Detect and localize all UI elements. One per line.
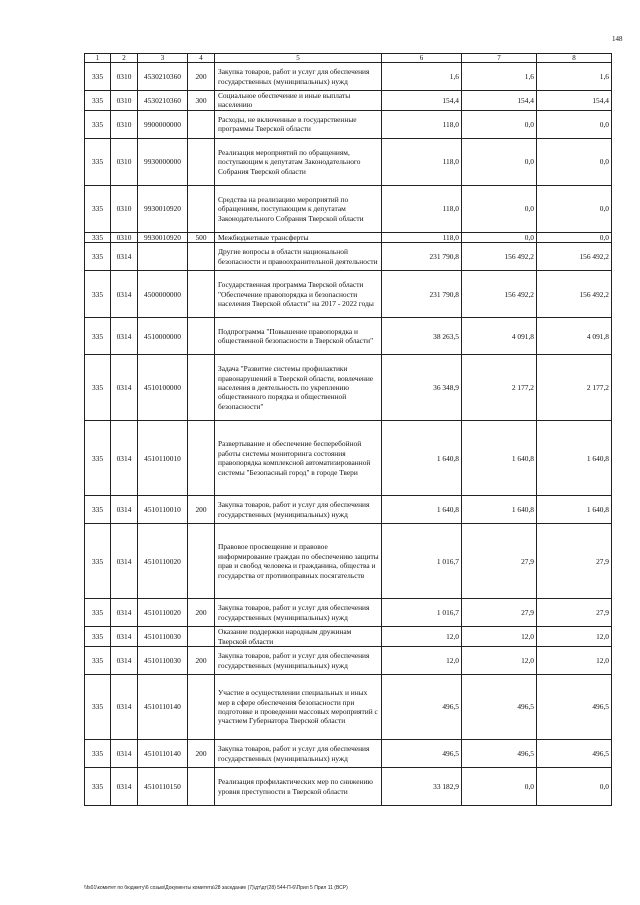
col-amount-2021-cell: 1,6 xyxy=(462,63,537,91)
table-row xyxy=(85,138,612,185)
col-description-cell: Реализация мероприятий по обращениям, поступающим к депутатам Законодательного Собрания Тверской области xyxy=(215,138,382,185)
col-section-cell: 0314 xyxy=(111,496,138,524)
col-amount-2021-cell: 2 177,2 xyxy=(462,355,537,421)
col-code-1-cell: 335 xyxy=(85,355,111,421)
col-code-1-cell: 335 xyxy=(85,768,111,806)
col-code-1-cell: 335 xyxy=(85,232,111,242)
table-row xyxy=(85,232,612,242)
col-amount-2020-cell: 118,0 xyxy=(382,185,462,232)
col-code-1-cell: 335 xyxy=(85,91,111,111)
col-amount-2020-cell: 38 263,5 xyxy=(382,318,462,355)
col-expense-type-cell xyxy=(188,185,215,232)
col-amount-2022-cell: 4 091,8 xyxy=(537,318,612,355)
table-row xyxy=(85,740,612,768)
col-amount-2022-cell: 0,0 xyxy=(537,768,612,806)
col-amount-2022-cell: 0,0 xyxy=(537,110,612,138)
col-section-cell: 0314 xyxy=(111,740,138,768)
col-target-article-cell: 9930000000 xyxy=(138,138,188,185)
col-amount-2021-cell: 1 640,8 xyxy=(462,496,537,524)
col-section-cell: 0314 xyxy=(111,271,138,318)
col-amount-2020-cell: 1 016,7 xyxy=(382,524,462,599)
col-description-cell: Межбюджетные трансферты xyxy=(215,232,382,242)
header-cell: 6 xyxy=(382,54,462,63)
col-code-1-cell: 335 xyxy=(85,524,111,599)
col-amount-2022-cell: 2 177,2 xyxy=(537,355,612,421)
col-section-cell: 0310 xyxy=(111,138,138,185)
col-target-article-cell: 9930010920 xyxy=(138,232,188,242)
col-section-cell: 0314 xyxy=(111,243,138,271)
table-row xyxy=(85,599,612,627)
col-description-cell: Закупка товаров, работ и услуг для обеспечения государственных (муниципальных) нужд xyxy=(215,599,382,627)
col-expense-type-cell xyxy=(188,110,215,138)
col-description-cell: Участие в осуществлении специальных и иных мер в сфере обеспечения безопасности при подготовке и проведении массовых мероприятий с участием Губернатора Тверской области xyxy=(215,675,382,740)
col-amount-2020-cell: 118,0 xyxy=(382,110,462,138)
col-target-article-cell: 4530210360 xyxy=(138,63,188,91)
col-amount-2021-cell: 156 492,2 xyxy=(462,271,537,318)
header-cell: 2 xyxy=(111,54,138,63)
header-cell: 7 xyxy=(462,54,537,63)
col-expense-type-cell: 200 xyxy=(188,647,215,675)
col-amount-2020-cell: 231 790,8 xyxy=(382,271,462,318)
table-row xyxy=(85,355,612,421)
col-amount-2022-cell: 12,0 xyxy=(537,647,612,675)
col-amount-2021-cell: 496,5 xyxy=(462,740,537,768)
col-code-1-cell: 335 xyxy=(85,271,111,318)
col-description-cell: Социальное обеспечение и иные выплаты населению xyxy=(215,91,382,111)
table-row xyxy=(85,110,612,138)
col-amount-2021-cell: 4 091,8 xyxy=(462,318,537,355)
col-section-cell: 0310 xyxy=(111,232,138,242)
col-amount-2021-cell: 156 492,2 xyxy=(462,243,537,271)
col-section-cell: 0310 xyxy=(111,63,138,91)
col-section-cell: 0314 xyxy=(111,768,138,806)
col-section-cell: 0310 xyxy=(111,110,138,138)
table-row xyxy=(85,647,612,675)
col-code-1-cell: 335 xyxy=(85,63,111,91)
col-description-cell: Средства на реализацию мероприятий по обращениям, поступающим к депутатам Законодательного Собрания Тверской области xyxy=(215,185,382,232)
col-target-article-cell xyxy=(138,243,188,271)
col-code-1-cell: 335 xyxy=(85,421,111,496)
col-amount-2021-cell: 12,0 xyxy=(462,627,537,647)
col-target-article-cell: 4510110010 xyxy=(138,421,188,496)
col-amount-2020-cell: 496,5 xyxy=(382,740,462,768)
col-amount-2020-cell: 118,0 xyxy=(382,232,462,242)
col-description-cell: Закупка товаров, работ и услуг для обеспечения государственных (муниципальных) нужд xyxy=(215,647,382,675)
col-target-article-cell: 4530210360 xyxy=(138,91,188,111)
col-code-1-cell: 335 xyxy=(85,243,111,271)
col-amount-2022-cell: 156 492,2 xyxy=(537,271,612,318)
col-code-1-cell: 335 xyxy=(85,318,111,355)
table-row xyxy=(85,91,612,111)
table-row xyxy=(85,318,612,355)
header-row xyxy=(85,54,612,63)
col-amount-2020-cell: 12,0 xyxy=(382,627,462,647)
col-expense-type-cell: 200 xyxy=(188,740,215,768)
col-target-article-cell: 4510000000 xyxy=(138,318,188,355)
table-row xyxy=(85,524,612,599)
col-amount-2020-cell: 496,5 xyxy=(382,675,462,740)
col-section-cell: 0314 xyxy=(111,675,138,740)
col-expense-type-cell xyxy=(188,318,215,355)
col-amount-2022-cell: 1,6 xyxy=(537,63,612,91)
col-amount-2021-cell: 0,0 xyxy=(462,232,537,242)
col-amount-2020-cell: 1 016,7 xyxy=(382,599,462,627)
col-code-1-cell: 335 xyxy=(85,110,111,138)
budget-table xyxy=(84,53,612,806)
col-section-cell: 0314 xyxy=(111,599,138,627)
col-description-cell: Закупка товаров, работ и услуг для обеспечения государственных (муниципальных) нужд xyxy=(215,496,382,524)
col-amount-2021-cell: 0,0 xyxy=(462,768,537,806)
col-section-cell: 0310 xyxy=(111,185,138,232)
col-code-1-cell: 335 xyxy=(85,647,111,675)
col-code-1-cell: 335 xyxy=(85,496,111,524)
col-expense-type-cell xyxy=(188,524,215,599)
col-description-cell: Закупка товаров, работ и услуг для обеспечения государственных (муниципальных) нужд xyxy=(215,740,382,768)
col-amount-2020-cell: 231 790,8 xyxy=(382,243,462,271)
table-row xyxy=(85,768,612,806)
table-row xyxy=(85,271,612,318)
col-description-cell: Другие вопросы в области национальной безопасности и правоохранительной деятельности xyxy=(215,243,382,271)
col-amount-2020-cell: 12,0 xyxy=(382,647,462,675)
col-amount-2020-cell: 33 182,9 xyxy=(382,768,462,806)
col-expense-type-cell: 200 xyxy=(188,496,215,524)
col-target-article-cell: 9900000000 xyxy=(138,110,188,138)
col-code-1-cell: 335 xyxy=(85,138,111,185)
col-section-cell: 0314 xyxy=(111,524,138,599)
col-amount-2021-cell: 1 640,8 xyxy=(462,421,537,496)
header-cell: 1 xyxy=(85,54,111,63)
col-amount-2020-cell: 154,4 xyxy=(382,91,462,111)
col-description-cell: Закупка товаров, работ и услуг для обеспечения государственных (муниципальных) нужд xyxy=(215,63,382,91)
table-row xyxy=(85,627,612,647)
col-expense-type-cell xyxy=(188,627,215,647)
col-amount-2022-cell: 496,5 xyxy=(537,740,612,768)
col-amount-2022-cell: 154,4 xyxy=(537,91,612,111)
col-amount-2022-cell: 496,5 xyxy=(537,675,612,740)
col-expense-type-cell xyxy=(188,768,215,806)
col-description-cell: Подпрограмма "Повышение правопорядка и общественной безопасности в Тверской области" xyxy=(215,318,382,355)
col-section-cell: 0314 xyxy=(111,318,138,355)
col-section-cell: 0314 xyxy=(111,627,138,647)
col-amount-2020-cell: 1,6 xyxy=(382,63,462,91)
col-amount-2021-cell: 154,4 xyxy=(462,91,537,111)
table-row xyxy=(85,63,612,91)
col-target-article-cell: 4510100000 xyxy=(138,355,188,421)
col-amount-2020-cell: 118,0 xyxy=(382,138,462,185)
table-row xyxy=(85,496,612,524)
col-amount-2021-cell: 27,9 xyxy=(462,599,537,627)
col-amount-2022-cell: 0,0 xyxy=(537,185,612,232)
col-section-cell: 0310 xyxy=(111,91,138,111)
col-amount-2020-cell: 1 640,8 xyxy=(382,496,462,524)
col-amount-2022-cell: 156 492,2 xyxy=(537,243,612,271)
col-amount-2022-cell: 27,9 xyxy=(537,524,612,599)
col-target-article-cell: 4510110030 xyxy=(138,627,188,647)
col-expense-type-cell: 500 xyxy=(188,232,215,242)
table-row xyxy=(85,243,612,271)
table-row xyxy=(85,675,612,740)
col-target-article-cell: 4510110140 xyxy=(138,675,188,740)
header-cell: 4 xyxy=(188,54,215,63)
col-description-cell: Задача "Развитие системы профилактики правонарушений в Тверской области, вовлечение населения в деятельность по укреплению общественного порядка и общественной безопасности" xyxy=(215,355,382,421)
col-target-article-cell: 4510110020 xyxy=(138,524,188,599)
col-expense-type-cell: 200 xyxy=(188,599,215,627)
footer-file-path: \\fs01\комитет по бюджету\6 созыв\Документы комитета\28 заседание (7)\дт\дт(28) 544-П-6\Прил 5 Прил 11 (ВСР) xyxy=(84,885,348,891)
col-expense-type-cell xyxy=(188,243,215,271)
col-description-cell: Правовое просвещение и правовое информирование граждан по обеспечению защиты прав и свобод человека и гражданина, общества и государства от противоправных посягательств xyxy=(215,524,382,599)
col-amount-2021-cell: 496,5 xyxy=(462,675,537,740)
col-amount-2021-cell: 27,9 xyxy=(462,524,537,599)
col-expense-type-cell xyxy=(188,355,215,421)
col-expense-type-cell xyxy=(188,421,215,496)
col-amount-2022-cell: 1 640,8 xyxy=(537,421,612,496)
col-target-article-cell: 4510110150 xyxy=(138,768,188,806)
col-amount-2021-cell: 0,0 xyxy=(462,185,537,232)
col-expense-type-cell: 200 xyxy=(188,63,215,91)
col-section-cell: 0314 xyxy=(111,355,138,421)
col-description-cell: Оказание поддержки народным дружинам Тверской области xyxy=(215,627,382,647)
table-body xyxy=(85,63,612,806)
col-code-1-cell: 335 xyxy=(85,185,111,232)
header-cell: 3 xyxy=(138,54,188,63)
col-expense-type-cell xyxy=(188,138,215,185)
col-expense-type-cell: 300 xyxy=(188,91,215,111)
col-code-1-cell: 335 xyxy=(85,627,111,647)
col-target-article-cell: 9930010920 xyxy=(138,185,188,232)
col-target-article-cell: 4510110030 xyxy=(138,647,188,675)
col-amount-2022-cell: 0,0 xyxy=(537,138,612,185)
col-code-1-cell: 335 xyxy=(85,675,111,740)
header-cell: 5 xyxy=(215,54,382,63)
col-section-cell: 0314 xyxy=(111,421,138,496)
col-description-cell: Расходы, не включенные в государственные программы Тверской области xyxy=(215,110,382,138)
col-amount-2022-cell: 1 640,8 xyxy=(537,496,612,524)
col-target-article-cell: 4510110020 xyxy=(138,599,188,627)
col-code-1-cell: 335 xyxy=(85,740,111,768)
col-amount-2022-cell: 27,9 xyxy=(537,599,612,627)
col-expense-type-cell xyxy=(188,271,215,318)
table-row xyxy=(85,421,612,496)
col-amount-2022-cell: 0,0 xyxy=(537,232,612,242)
col-code-1-cell: 335 xyxy=(85,599,111,627)
col-description-cell: Развертывание и обеспечение бесперебойной работы системы мониторинга состояния правопорядка комплексной автоматизированной системы "Безопасный город" в городе Твери xyxy=(215,421,382,496)
col-target-article-cell: 4510110140 xyxy=(138,740,188,768)
col-target-article-cell: 4500000000 xyxy=(138,271,188,318)
col-amount-2021-cell: 12,0 xyxy=(462,647,537,675)
col-amount-2021-cell: 0,0 xyxy=(462,138,537,185)
col-section-cell: 0314 xyxy=(111,647,138,675)
col-amount-2020-cell: 36 348,9 xyxy=(382,355,462,421)
col-target-article-cell: 4510110010 xyxy=(138,496,188,524)
col-description-cell: Реализация профилактических мер по снижению уровня преступности в Тверской области xyxy=(215,768,382,806)
table-row xyxy=(85,185,612,232)
col-description-cell: Государственная программа Тверской области "Обеспечение правопорядка и безопасности населения Тверской области" на 2017 - 2022 годы xyxy=(215,271,382,318)
col-amount-2022-cell: 12,0 xyxy=(537,627,612,647)
header-cell: 8 xyxy=(537,54,612,63)
col-expense-type-cell xyxy=(188,675,215,740)
col-amount-2020-cell: 1 640,8 xyxy=(382,421,462,496)
col-amount-2021-cell: 0,0 xyxy=(462,110,537,138)
page-number: 148 xyxy=(612,35,623,43)
